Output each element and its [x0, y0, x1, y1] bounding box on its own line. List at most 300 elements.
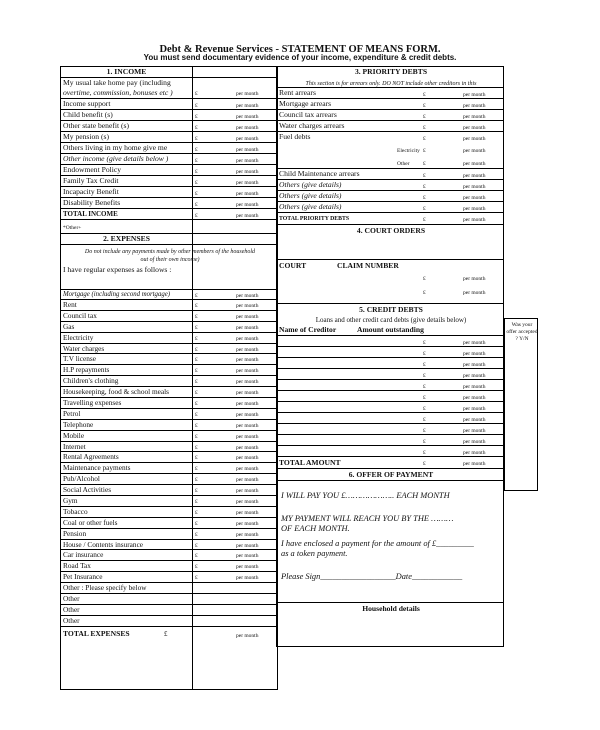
income-item-amount-field[interactable] — [201, 110, 235, 119]
income-item-label: Other income (give details below ) — [63, 154, 169, 163]
credit-row-amount-field[interactable] — [429, 380, 463, 389]
expense-item-label: Other — [63, 615, 80, 625]
offer-line-3b: as a token payment. — [281, 549, 348, 558]
creditor-field[interactable] — [279, 446, 409, 455]
priority-item2-per-month: per month — [463, 184, 486, 190]
priority-row — [277, 132, 503, 143]
creditor-field[interactable] — [279, 358, 409, 367]
court-currency: £ — [423, 276, 426, 282]
expense-row — [61, 485, 277, 496]
household-heading: Household details — [362, 604, 420, 613]
expense-row — [61, 583, 277, 594]
offer-accepted-column — [504, 318, 538, 491]
expense-row — [61, 594, 277, 605]
expense-item-currency: £ — [195, 509, 198, 516]
credit-row-amount-field[interactable] — [429, 424, 463, 433]
credit-row — [277, 435, 503, 446]
expenses-mortgage-row — [61, 290, 277, 300]
amount-col-label: Amount outstanding — [357, 325, 424, 334]
credit-row-amount-field[interactable] — [429, 402, 463, 411]
expense-item-currency: £ — [195, 542, 198, 549]
expense-item-currency: £ — [195, 303, 198, 309]
credit-row-currency: £ — [423, 395, 426, 401]
credit-row-amount-field[interactable] — [429, 358, 463, 367]
fuel-sub-amount-field[interactable] — [429, 143, 463, 152]
left-column — [60, 66, 278, 690]
expense-row — [61, 550, 277, 561]
income-total-amount-field[interactable] — [201, 209, 235, 218]
credit-row-per-month: per month — [463, 417, 486, 423]
priority-note-row — [277, 78, 503, 88]
credit-row-amount-field[interactable] — [429, 369, 463, 378]
expense-item-currency: £ — [195, 313, 198, 320]
fuel-sub-row — [277, 156, 503, 169]
expense-item-amount-field[interactable] — [201, 333, 235, 342]
income-item-amount-field[interactable] — [201, 132, 235, 141]
expense-item-label: Gym — [63, 496, 78, 506]
expenses-total-per-month: per month — [236, 632, 259, 639]
credit-row-amount-field[interactable] — [429, 446, 463, 455]
income-footnote-row — [61, 220, 277, 234]
priority-row — [277, 110, 503, 121]
income-item-amount-field[interactable] — [201, 165, 235, 174]
court-body-row — [277, 260, 503, 304]
income-item-label: Incapacity Benefit — [63, 187, 119, 196]
income-total-label: TOTAL INCOME — [63, 210, 118, 218]
expense-item-amount-field[interactable] — [201, 485, 235, 494]
income-row — [61, 165, 277, 176]
priority-item2-amount-field[interactable] — [429, 180, 463, 189]
credit-row-currency: £ — [423, 351, 426, 357]
offer-line-2b: OF EACH MONTH. — [281, 524, 350, 533]
expense-item-amount-field[interactable] — [201, 540, 235, 549]
credit-cols-row — [277, 325, 503, 336]
priority-item-currency: £ — [423, 92, 426, 98]
expense-row — [61, 529, 277, 540]
expense-item-amount-field[interactable] — [201, 376, 235, 385]
creditor-field[interactable] — [279, 391, 409, 400]
expense-item-per-month: per month — [236, 346, 259, 353]
income-item-per-month: per month — [236, 180, 259, 186]
priority-item-currency: £ — [423, 103, 426, 109]
offer-sign-line[interactable]: Please Sign__________________Date____________ — [281, 572, 463, 581]
expense-item-amount-field[interactable] — [201, 442, 235, 451]
expense-row — [61, 463, 277, 474]
credit-row-per-month: per month — [463, 406, 486, 412]
expense-item-amount-field[interactable] — [201, 572, 235, 581]
priority-row — [277, 88, 503, 99]
priority-item-label: Council tax arrears — [279, 110, 337, 119]
income-row — [61, 154, 277, 165]
expense-row — [61, 540, 277, 551]
expense-item-label: Maintenance payments — [63, 463, 131, 473]
expenses-total-label: TOTAL EXPENSES — [63, 628, 130, 638]
credit-row — [277, 358, 503, 369]
fuel-sub-label: Other — [397, 161, 410, 167]
income-item-currency: £ — [195, 202, 198, 208]
income-item-currency: £ — [195, 125, 198, 131]
take-home-amount-field[interactable] — [201, 78, 235, 87]
expense-item-currency: £ — [195, 520, 198, 527]
priority-row — [277, 121, 503, 132]
expense-row — [61, 518, 277, 529]
priority-item-amount-field[interactable] — [429, 99, 463, 108]
credit-row-currency: £ — [423, 384, 426, 390]
income-item-per-month: per month — [236, 202, 259, 208]
credit-row — [277, 336, 503, 347]
expense-item-label: Electricity — [63, 332, 94, 342]
offer-accepted-note: Was your offer accepted ? Y/N — [506, 322, 538, 342]
household-row — [277, 603, 503, 615]
expense-item-amount-field[interactable] — [201, 463, 235, 472]
income-row — [61, 132, 277, 143]
expense-other-field[interactable] — [201, 583, 271, 592]
income-row — [61, 99, 277, 110]
creditor-col-label: Name of Creditor — [279, 325, 337, 334]
expense-row — [61, 376, 277, 387]
creditor-field[interactable] — [279, 413, 409, 422]
expense-item-amount-field[interactable] — [201, 529, 235, 538]
expense-item-per-month: per month — [236, 433, 259, 440]
credit-row-amount-field[interactable] — [429, 391, 463, 400]
income-item-amount-field[interactable] — [201, 176, 235, 185]
expense-item-label: Children's clothing — [63, 376, 119, 386]
income-row — [61, 143, 277, 154]
expense-item-label: Other — [63, 594, 80, 604]
income-item-currency: £ — [195, 136, 198, 142]
income-item-per-month: per month — [236, 158, 259, 164]
income-row — [61, 187, 277, 198]
court-per-month: per month — [463, 276, 486, 282]
expenses-note-2: out of their own income) — [140, 257, 200, 263]
priority-total-per-month: per month — [463, 217, 486, 223]
priority-item2-amount-field[interactable] — [429, 169, 463, 178]
credit-row-per-month: per month — [463, 340, 486, 346]
expense-row — [61, 420, 277, 431]
income-item-label: Endowment Policy — [63, 165, 122, 174]
fuel-sub-currency: £ — [423, 161, 426, 167]
priority-item-label: Rent arrears — [279, 88, 316, 97]
income-item-amount-field[interactable] — [201, 99, 235, 108]
expense-row — [61, 442, 277, 453]
income-item-currency: £ — [195, 114, 198, 120]
expense-item-currency: £ — [195, 455, 198, 462]
expense-item-amount-field[interactable] — [201, 507, 235, 516]
income-item-amount-field[interactable] — [201, 198, 235, 207]
credit-heading-row — [277, 304, 503, 315]
credit-row — [277, 380, 503, 391]
expense-row — [61, 398, 277, 409]
expense-item-amount-field[interactable] — [201, 398, 235, 407]
expense-item-label: Gas — [63, 321, 75, 331]
credit-heading: 5. CREDIT DEBTS — [359, 305, 423, 314]
right-column — [276, 66, 504, 647]
expenses-intro: I have regular expenses as follows : — [63, 265, 172, 274]
expense-item-amount-field[interactable] — [201, 452, 235, 461]
credit-total-currency: £ — [423, 461, 426, 467]
income-heading-label: 1. INCOME — [106, 67, 147, 76]
creditor-field[interactable] — [279, 336, 409, 345]
credit-note-row — [277, 315, 503, 325]
income-item-label: Family Tax Credit — [63, 176, 119, 185]
credit-row-currency: £ — [423, 428, 426, 434]
expense-row — [61, 431, 277, 442]
expense-item-per-month: per month — [236, 444, 259, 451]
expense-row — [61, 507, 277, 518]
expense-item-per-month: per month — [236, 335, 259, 342]
expense-item-per-month: per month — [236, 313, 259, 320]
credit-row-currency: £ — [423, 373, 426, 379]
income-item-per-month: per month — [236, 103, 259, 109]
priority-total-amount-field[interactable] — [429, 213, 463, 222]
take-home-label-2: overtime, commission, bonuses etc ) — [63, 88, 173, 97]
credit-row-per-month: per month — [463, 428, 486, 434]
expenses-note-1: Do not include any payments made by other members of the household — [84, 249, 256, 255]
expense-item-per-month: per month — [236, 477, 259, 484]
credit-row-currency: £ — [423, 417, 426, 423]
expense-item-per-month: per month — [236, 531, 259, 538]
credit-row-amount-field[interactable] — [429, 347, 463, 356]
income-footnote: *Other+ — [63, 225, 82, 231]
priority-item2-currency: £ — [423, 206, 426, 212]
expense-item-amount-field[interactable] — [201, 561, 235, 570]
income-item-label: Others living in my home give me — [63, 143, 168, 152]
priority-item-amount-field[interactable] — [429, 121, 463, 130]
form-subtitle: You must send documentary evidence of your income, expenditure & credit debts. — [143, 53, 457, 62]
income-item-label: Disability Benefits — [63, 198, 121, 207]
expense-item-per-month: per month — [236, 488, 259, 495]
expense-item-per-month: per month — [236, 455, 259, 462]
expense-item-per-month: per month — [236, 466, 259, 473]
expense-item-currency: £ — [195, 477, 198, 484]
income-item-currency: £ — [195, 169, 198, 175]
expense-row — [61, 409, 277, 420]
priority-item2-currency: £ — [423, 184, 426, 190]
priority-item2-amount-field[interactable] — [429, 191, 463, 200]
expense-item-label: Rental Agreements — [63, 452, 119, 462]
expense-item-per-month: per month — [236, 564, 259, 571]
expense-item-amount-field[interactable] — [201, 387, 235, 396]
income-item-label: Other state benefit (s) — [63, 121, 129, 130]
expense-item-label: Pet Insurance — [63, 572, 103, 582]
expenses-total-row — [61, 627, 277, 641]
credit-row — [277, 446, 503, 457]
expense-row — [61, 605, 277, 616]
income-item-per-month: per month — [236, 169, 259, 175]
expense-item-amount-field[interactable] — [201, 311, 235, 320]
priority-row-2 — [277, 180, 503, 191]
expense-item-currency: £ — [195, 444, 198, 451]
fuel-sub-per-month: per month — [463, 161, 486, 167]
expense-item-amount-field[interactable] — [201, 365, 235, 374]
expense-other-field[interactable] — [201, 605, 271, 614]
income-row — [61, 198, 277, 209]
expense-row — [61, 452, 277, 463]
expenses-total-currency: £ — [164, 629, 168, 638]
priority-item-currency: £ — [423, 125, 426, 131]
expense-row — [61, 311, 277, 322]
expense-item-currency: £ — [195, 346, 198, 353]
priority-item-per-month: per month — [463, 103, 486, 109]
expense-item-per-month: per month — [236, 379, 259, 386]
credit-row-per-month: per month — [463, 373, 486, 379]
expense-item-per-month: per month — [236, 553, 259, 560]
expense-item-label: Social Activities — [63, 485, 112, 495]
credit-total-amount-field[interactable] — [429, 457, 463, 466]
expense-item-currency: £ — [195, 379, 198, 386]
expense-item-label: Road Tax — [63, 561, 91, 571]
income-item-amount-field[interactable] — [201, 154, 235, 163]
priority-item-currency: £ — [423, 136, 426, 142]
income-item-per-month: per month — [236, 136, 259, 142]
expense-row — [61, 474, 277, 485]
priority-item-amount-field[interactable] — [429, 132, 463, 141]
expense-other-field[interactable] — [201, 616, 271, 625]
expense-item-label: T.V license — [63, 354, 96, 364]
credit-row-per-month: per month — [463, 395, 486, 401]
creditor-field[interactable] — [279, 435, 409, 444]
expense-row — [61, 365, 277, 376]
expense-item-per-month: per month — [236, 303, 259, 309]
income-row — [61, 121, 277, 132]
mortgage-amount-field[interactable] — [201, 290, 235, 299]
priority-item2-label: Others (give details) — [279, 180, 342, 189]
expense-item-amount-field[interactable] — [201, 518, 235, 527]
expense-item-per-month: per month — [236, 509, 259, 516]
expense-item-label: Council tax — [63, 310, 97, 320]
expense-item-amount-field[interactable] — [201, 409, 235, 418]
expense-item-currency: £ — [195, 433, 198, 440]
credit-row-currency: £ — [423, 362, 426, 368]
expense-other-field[interactable] — [201, 594, 271, 603]
priority-item-amount-field[interactable] — [429, 88, 463, 97]
credit-row-amount-field[interactable] — [429, 336, 463, 345]
priority-item-per-month: per month — [463, 125, 486, 131]
credit-total-per-month: per month — [463, 461, 486, 467]
expense-item-per-month: per month — [236, 411, 259, 418]
expense-item-amount-field[interactable] — [201, 322, 235, 331]
form-title: Debt & Revenue Services - STATEMENT OF MEANS FORM. — [159, 44, 441, 55]
expense-item-currency: £ — [195, 390, 198, 397]
credit-row-amount-field[interactable] — [429, 413, 463, 422]
priority-item2-label: Others (give details) — [279, 191, 342, 200]
priority-item-amount-field[interactable] — [429, 110, 463, 119]
expense-row — [61, 333, 277, 344]
fuel-sub-label: Electricity — [397, 148, 420, 154]
expense-item-amount-field[interactable] — [201, 431, 235, 440]
priority-item-label: Mortgage arrears — [279, 99, 332, 108]
income-item-amount-field[interactable] — [201, 143, 235, 152]
expense-item-label: Car insurance — [63, 550, 104, 560]
expense-item-amount-field[interactable] — [201, 496, 235, 505]
expense-item-label: Tobacco — [63, 506, 88, 516]
credit-row-amount-field[interactable] — [429, 435, 463, 444]
expense-item-amount-field[interactable] — [201, 300, 235, 309]
income-item-amount-field[interactable] — [201, 121, 235, 130]
priority-item-label: Fuel debts — [279, 132, 311, 141]
expense-row — [61, 561, 277, 572]
priority-item2-per-month: per month — [463, 206, 486, 212]
priority-total-label: TOTAL PRIORITY DEBTS — [279, 216, 350, 222]
mortgage-per-month: per month — [236, 293, 259, 299]
priority-item-per-month: per month — [463, 92, 486, 98]
credit-row-currency: £ — [423, 439, 426, 445]
income-item-currency: £ — [195, 191, 198, 197]
expense-item-label: House / Contents insurance — [63, 539, 144, 549]
offer-line-1: I WILL PAY YOU £……………….. EACH MONTH — [281, 491, 450, 500]
expense-row — [61, 354, 277, 365]
income-total-row — [61, 209, 277, 220]
expense-row — [61, 616, 277, 627]
income-item-label: My pension (s) — [63, 132, 109, 141]
expense-item-currency: £ — [195, 531, 198, 538]
expense-item-label: Rent — [63, 300, 77, 309]
offer-line-2a: MY PAYMENT WILL REACH YOU BY THE ……… — [281, 514, 454, 523]
expenses-heading — [61, 234, 277, 245]
fuel-sub-amount-field[interactable] — [429, 156, 463, 165]
creditor-field[interactable] — [279, 369, 409, 378]
expense-item-currency: £ — [195, 466, 198, 473]
income-item-currency: £ — [195, 180, 198, 186]
creditor-field[interactable] — [279, 380, 409, 389]
creditor-field[interactable] — [279, 424, 409, 433]
credit-row-currency: £ — [423, 406, 426, 412]
fuel-sub-currency: £ — [423, 148, 426, 154]
income-item-label: Child benefit (s) — [63, 110, 113, 119]
expense-item-currency: £ — [195, 575, 198, 582]
income-item-amount-field[interactable] — [201, 187, 235, 196]
income-item-per-month: per month — [236, 191, 259, 197]
priority-item-per-month: per month — [463, 136, 486, 142]
expense-item-currency: £ — [195, 411, 198, 418]
credit-row — [277, 402, 503, 413]
offer-body-row — [277, 481, 503, 603]
expenses-intro-row — [61, 265, 277, 290]
take-home-label: My usual take home pay (including — [63, 78, 171, 87]
offer-heading: 6. OFFER OF PAYMENT — [348, 470, 434, 479]
creditor-field[interactable] — [279, 347, 409, 356]
expense-item-per-month: per month — [236, 542, 259, 549]
expenses-note-row — [61, 245, 277, 265]
expense-item-currency: £ — [195, 499, 198, 506]
expense-item-amount-field[interactable] — [201, 550, 235, 559]
priority-row-2 — [277, 169, 503, 180]
expense-item-currency: £ — [195, 324, 198, 331]
expense-item-amount-field[interactable] — [201, 354, 235, 363]
priority-item-label: Water charges arrears — [279, 121, 345, 130]
expense-item-label: Other — [63, 604, 80, 614]
credit-note: Loans and other credit card debts (give details below) — [315, 316, 467, 324]
priority-item2-amount-field[interactable] — [429, 202, 463, 211]
priority-item2-label: Others (give details) — [279, 202, 342, 211]
income-item-currency: £ — [195, 103, 198, 109]
expense-item-label: Petrol — [63, 408, 81, 418]
income-item-currency: £ — [195, 158, 198, 164]
expense-item-per-month: per month — [236, 368, 259, 375]
expense-item-label: Pension — [63, 528, 87, 538]
take-home-per-month: per month — [236, 91, 259, 97]
expense-item-amount-field[interactable] — [201, 344, 235, 353]
expense-item-currency: £ — [195, 422, 198, 429]
expense-item-currency: £ — [195, 553, 198, 560]
expense-item-per-month: per month — [236, 575, 259, 582]
expense-item-amount-field[interactable] — [201, 474, 235, 483]
expense-item-amount-field[interactable] — [201, 420, 235, 429]
credit-row — [277, 413, 503, 424]
income-item-per-month: per month — [236, 125, 259, 131]
creditor-field[interactable] — [279, 402, 409, 411]
income-item-per-month: per month — [236, 114, 259, 120]
